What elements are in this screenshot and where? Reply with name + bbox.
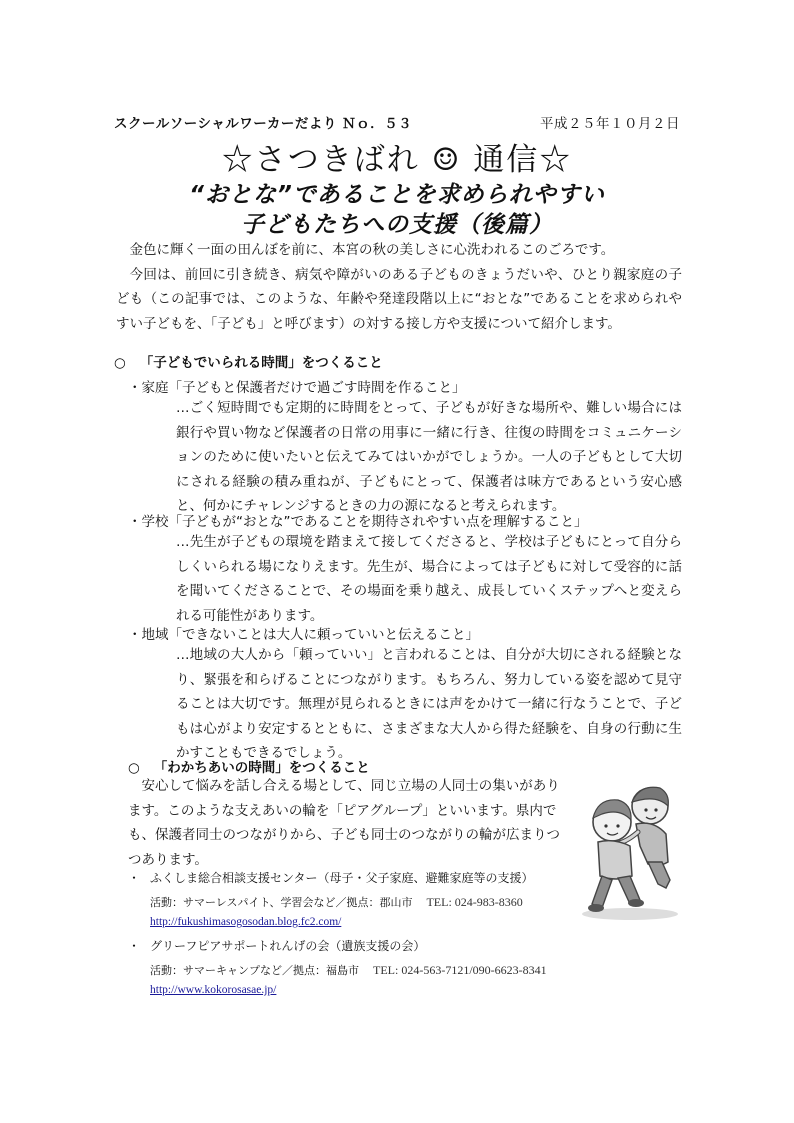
section-heading-2 <box>128 756 370 776</box>
item-body-school: …先生が子どもの環境を踏まえて接してくださると、学校は子どもにとって自分らしくいられる場になりえます。先生が、場合によっては子どもに対して受容的に話を聞いてくださることで、その場面を乗り越え、成長していくステップへと変えられる可能性があります。 <box>176 534 682 624</box>
org-link-1[interactable]: http://fukushimasogosodan.blog.fc2.com/ <box>150 916 342 928</box>
page-title: ☆さつきばれ ☺ 通信☆ <box>221 142 573 178</box>
item-body-home: …ごく短時間でも定期的に時間をとって、子どもが好きな場所や、難しい場合には銀行や買い物など保護者の日常の用事に一緒に行き、往復の時間をコミュニケーションのために使いたいと伝えてみてはいかがでしょうか。一人の子どもとして大切にされる経験の積み重ねが、子どもにとって、保護者は味方であるという安心感と、何かにチャレンジするときの力の源になると考えられます。 <box>176 400 682 514</box>
org-name: グリーフピアサポートれんげの会（遺族支援の会） <box>150 939 426 953</box>
bullet: ・ <box>128 871 141 885</box>
item-label-community: ・地域「できないことは大人に頼っていいと伝えること」 <box>128 627 479 643</box>
section-heading-text: 「わかちあいの時間」をつくること <box>153 760 370 776</box>
piggyback-children-icon <box>568 776 698 924</box>
subtitle-line-2: 子どもたちへの支援（後篇） <box>241 212 553 238</box>
section2-body: 安心して悩みを話し合える場として、同じ立場の人同士の集いがあります。このような支えあいの輪を「ピアグループ」といいます。県内でも、保護者同士のつながりから、子ども同士のつながりの輪が広まりつつあります。 <box>128 778 560 868</box>
issue-date: 平成２５年１０月２日 <box>540 116 680 132</box>
intro-paragraph-2: 今回は、前回に引き続き、病気や障がいのある子どものきょうだいや、ひとり親家庭の子ども（この記事では、このような、年齢や発達段階以上に“おとな”であることを求められやすい子どもを、「子ども」と呼びます）の対する接し方や支援について紹介します。 <box>116 266 682 332</box>
section-mark: ○ <box>128 760 140 776</box>
header <box>114 112 680 132</box>
item-label-school: ・学校「子どもが“おとな”であることを期待されやすい点を理解すること」 <box>128 514 588 530</box>
section-mark: ○ <box>114 355 126 371</box>
subtitle-line-1: “おとな”であることを求められやすい <box>189 182 605 208</box>
intro <box>116 238 682 336</box>
org-name: ふくしま総合相談支援センター（母子・父子家庭、避難家庭等の支援） <box>150 871 534 885</box>
item-body-community: …地域の大人から「頼っていい」と言われることは、自分が大切にされる経験となり、緊張を和らげることにつながります。もちろん、努力している姿を認めて見守ることは大切です。無理が見られるときには声をかけて一緒に行なうことで、子どもは心がより安定するとともに、さまざまな大人から得た経験を、自身の行動に生かすこともできるでしょう。 <box>176 647 682 761</box>
section-heading-1 <box>114 351 383 371</box>
org-detail-1 <box>150 894 523 910</box>
org-phone: TEL: 024-563-7121/090-6623-8341 <box>373 963 547 977</box>
section-heading-text: 「子どもでいられる時間」をつくること <box>139 355 383 371</box>
bullet: ・ <box>128 939 141 953</box>
org-activity: 活動：サマーキャンプなど／拠点：福島市 <box>150 964 359 977</box>
org-item-2 <box>128 937 425 954</box>
newsletter-name: スクールソーシャルワーカーだより Ｎｏ．５３ <box>114 116 413 132</box>
org-item-1 <box>128 869 534 886</box>
intro-paragraph-1: 金色に輝く一面の田んぼを前に、本宮の秋の美しさに心洗われるこのごろです。 <box>129 242 615 258</box>
org-activity: 活動：サマーレスパイト、学習会など／拠点：郡山市 <box>150 896 413 909</box>
org-detail-2 <box>150 962 547 978</box>
org-phone: TEL: 024-983-8360 <box>426 895 523 909</box>
org-link-2[interactable]: http://www.kokorosasae.jp/ <box>150 984 277 996</box>
item-label-home: ・家庭「子どもと保護者だけで過ごす時間を作ること」 <box>128 380 466 396</box>
